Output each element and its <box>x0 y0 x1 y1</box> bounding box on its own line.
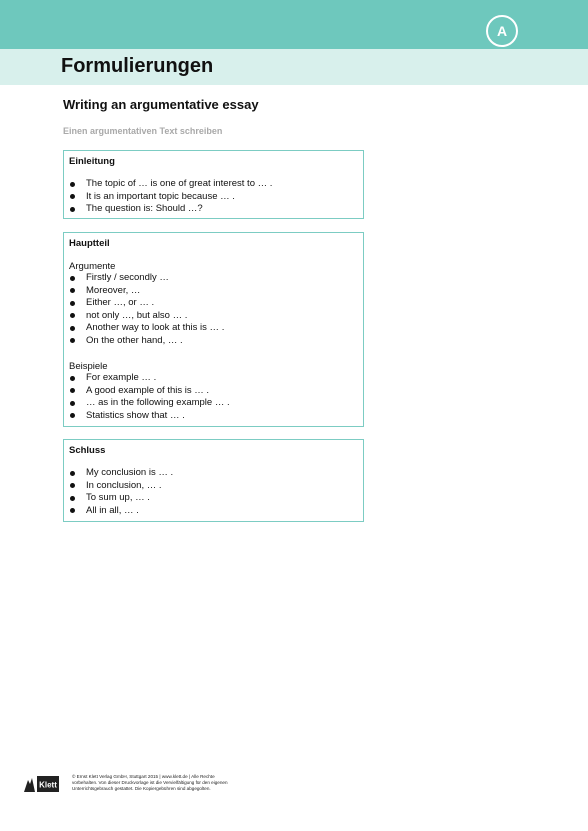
list-item <box>69 410 230 423</box>
list-item-text: In conclusion, … . <box>86 479 162 491</box>
copyright-line: Unterrichtsgebrauch gestattet. Die Kopiergebühren sind abgegolten. <box>72 786 211 791</box>
list-item-text: On the other hand, … . <box>86 334 183 346</box>
list-item-text: Statistics show that … . <box>86 409 185 421</box>
schluss-title: Schluss <box>69 445 106 456</box>
bullet-icon <box>70 471 75 476</box>
schluss-list <box>69 467 173 517</box>
bullet-icon <box>70 401 75 406</box>
bullet-icon <box>70 508 75 513</box>
bullet-icon <box>70 483 75 488</box>
hauptteil-box <box>63 232 364 427</box>
list-item-text: It is an important topic because … . <box>86 190 235 202</box>
bullet-icon <box>70 301 75 306</box>
logo-text: Klett <box>39 780 57 790</box>
section-badge: A <box>486 15 518 47</box>
list-item <box>69 372 230 385</box>
bullet-icon <box>70 413 75 418</box>
bullet-icon <box>70 313 75 318</box>
bullet-icon <box>70 326 75 331</box>
list-item-text: All in all, … . <box>86 504 139 516</box>
bullet-icon <box>70 376 75 381</box>
list-item <box>69 203 272 216</box>
bullet-icon <box>70 338 75 343</box>
bullet-icon <box>70 288 75 293</box>
list-item <box>69 272 224 285</box>
list-item-text: My conclusion is … . <box>86 467 174 478</box>
list-item <box>69 397 230 410</box>
bullet-icon <box>70 496 75 501</box>
list-item <box>69 480 173 493</box>
list-item <box>69 335 224 348</box>
list-item <box>69 322 224 335</box>
bullet-icon <box>70 182 75 187</box>
list-item <box>69 467 173 480</box>
list-item <box>69 310 224 323</box>
list-item-text: The question is: Should …? <box>86 203 203 214</box>
list-item-text: Another way to look at this is … . <box>86 322 225 333</box>
beispiele-list <box>69 372 230 422</box>
bullet-icon <box>70 276 75 281</box>
copyright-line: © Ernst Klett Verlag GmbH, Stuttgart 2015 | www.klett.de | Alle Rechte <box>72 774 215 779</box>
document-subtitle: Einen argumentativen Text schreiben <box>63 126 223 136</box>
header-bar <box>0 0 588 49</box>
bullet-icon <box>70 207 75 212</box>
list-item <box>69 505 173 518</box>
list-item-text: not only …, but also … . <box>86 309 188 321</box>
list-item <box>69 297 224 310</box>
hauptteil-title: Hauptteil <box>69 238 110 249</box>
list-item-text: Firstly / secondly … <box>86 272 169 283</box>
einleitung-list <box>69 178 272 216</box>
klett-logo-icon <box>22 775 60 793</box>
list-item-text: … as in the following example … . <box>86 397 230 408</box>
beispiele-label: Beispiele <box>69 361 108 372</box>
list-item-text: A good example of this is … . <box>86 384 210 396</box>
list-item <box>69 178 272 191</box>
copyright-line: vorbehalten. Von dieser Druckvorlage ist die Vervielfältigung für den eigenen <box>72 780 228 785</box>
list-item-text: To sum up, … . <box>86 492 150 503</box>
bullet-icon <box>70 388 75 393</box>
page-title: Formulierungen <box>61 55 214 77</box>
bullet-icon <box>70 194 75 199</box>
list-item <box>69 492 173 505</box>
list-item-text: The topic of … is one of great interest to … . <box>86 178 273 189</box>
list-item <box>69 285 224 298</box>
list-item <box>69 191 272 204</box>
list-item-text: Moreover, … <box>86 284 141 296</box>
list-item <box>69 385 230 398</box>
argumente-list <box>69 272 224 347</box>
schluss-box <box>63 439 364 522</box>
list-item-text: Either …, or … . <box>86 297 155 308</box>
copyright-notice <box>72 774 252 792</box>
document-title: Writing an argumentative essay <box>63 97 259 112</box>
einleitung-box <box>63 150 364 219</box>
argumente-label: Argumente <box>69 261 116 272</box>
list-item-text: For example … . <box>86 372 157 383</box>
einleitung-title: Einleitung <box>69 156 115 167</box>
